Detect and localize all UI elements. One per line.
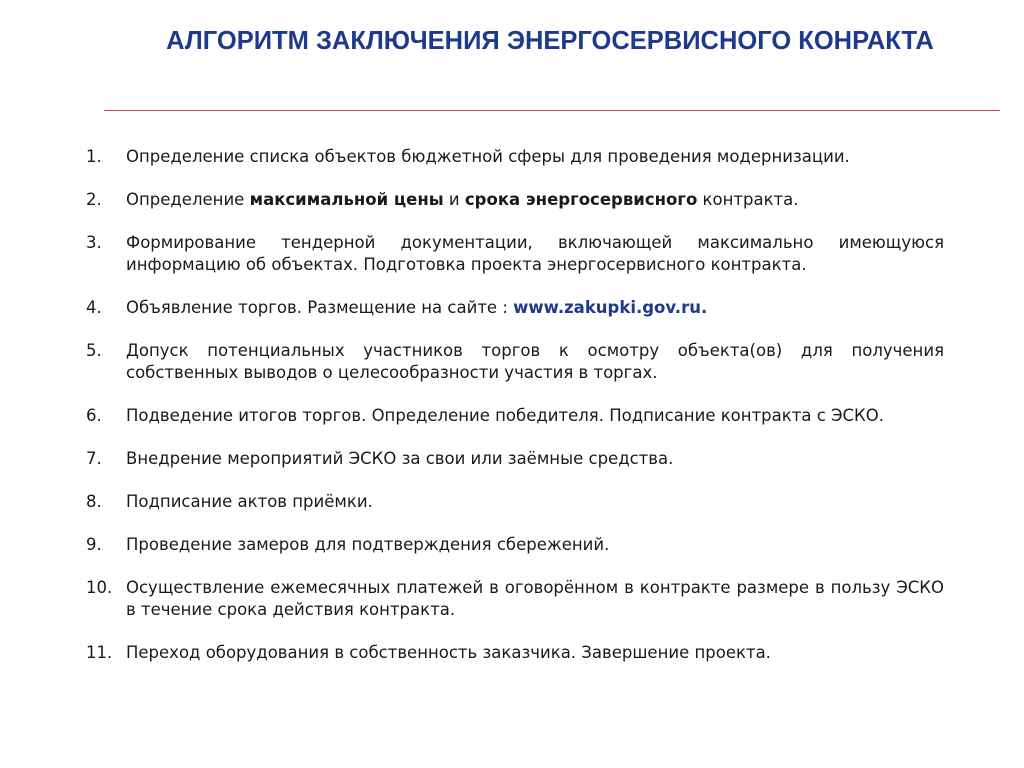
list-item (86, 642, 944, 664)
title-divider (104, 110, 1000, 111)
step-number: 10. (86, 578, 113, 597)
list-item (86, 146, 944, 168)
step-text: и (443, 190, 465, 209)
step-number: 6. (86, 406, 102, 425)
list-item (86, 534, 944, 556)
step-text: Допуск потенциальных участников торгов к осмотру объекта(ов) для получения собственных выводов о целесообразности участия в торгах. (126, 341, 944, 382)
step-text: Объявление торгов. Размещение на сайте : (126, 298, 514, 317)
step-number: 2. (86, 190, 102, 209)
list-item (86, 189, 944, 211)
step-text: Внедрение мероприятий ЭСКО за свои или заёмные средства. (126, 449, 674, 468)
list-item (86, 232, 944, 276)
step-bold-text: максимальной цены (249, 190, 444, 209)
slide-title: АЛГОРИТМ ЗАКЛЮЧЕНИЯ ЭНЕРГОСЕРВИСНОГО КОНРАКТА (166, 27, 934, 55)
step-text: Осуществление ежемесячных платежей в оговорённом в контракте размере в пользу ЭСКО в течение срока действия контракта. (126, 578, 944, 619)
step-number: 8. (86, 492, 102, 511)
step-number: 9. (86, 535, 102, 554)
step-number: 7. (86, 449, 102, 468)
list-item (86, 491, 944, 513)
step-text: Формирование тендерной документации, включающей максимально имеющуюся информацию об объектах. Подготовка проекта энергосервисного контракта. (126, 233, 944, 274)
list-item (86, 448, 944, 470)
step-text: Определение (126, 190, 250, 209)
step-number: 1. (86, 147, 102, 166)
step-bold-text: срока энергосервисного (464, 190, 698, 209)
step-text: Проведение замеров для подтверждения сбережений. (126, 535, 610, 554)
zakupki-link[interactable]: www.zakupki.gov.ru. (513, 298, 708, 317)
list-item (86, 340, 944, 384)
algorithm-steps-list (86, 146, 944, 685)
step-text: Подведение итогов торгов. Определение победителя. Подписание контракта с ЭСКО. (126, 406, 885, 425)
step-number: 11. (86, 643, 113, 662)
step-number: 5. (86, 341, 102, 360)
step-text: Определение списка объектов бюджетной сферы для проведения модернизации. (126, 147, 850, 166)
step-number: 4. (86, 298, 102, 317)
step-text: Переход оборудования в собственность заказчика. Завершение проекта. (126, 643, 771, 662)
step-text: Подписание актов приёмки. (126, 492, 373, 511)
list-item (86, 297, 944, 319)
step-text: контракта. (697, 190, 799, 209)
list-item (86, 577, 944, 621)
list-item (86, 405, 944, 427)
step-number: 3. (86, 233, 102, 252)
